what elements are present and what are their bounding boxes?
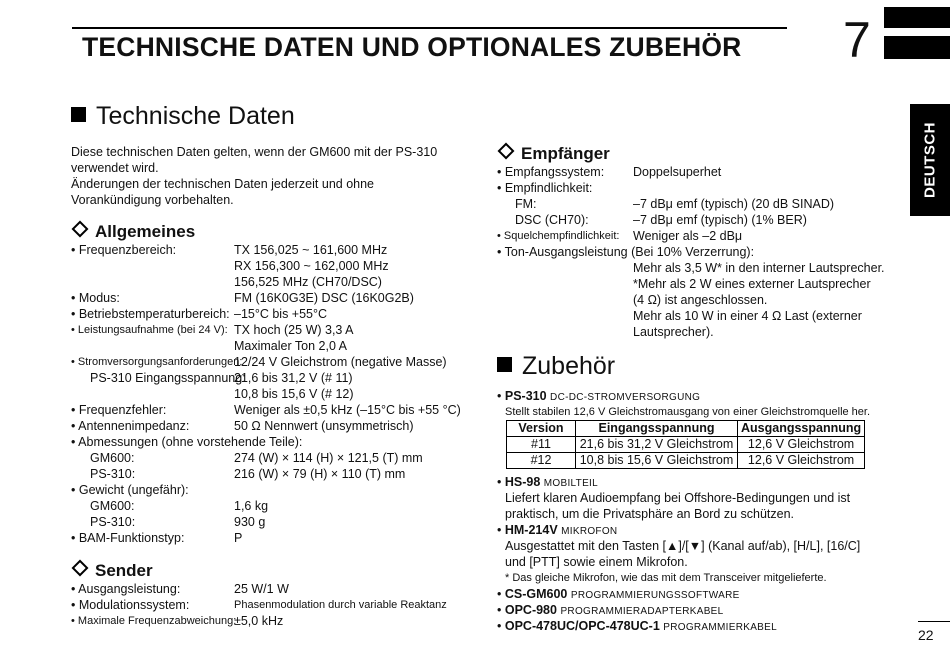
section-heading-text: Technische Daten: [96, 102, 295, 130]
spec-label: PS-310 Eingangsspannung:: [90, 371, 246, 385]
subheading-sender: [71, 561, 153, 581]
accessory-cs-gm600: • CS-GM600 PROGRAMMIERUNGSSOFTWARE: [497, 587, 740, 601]
accessory-description: praktisch, um die Privatsphäre an Bord zu schützen.: [505, 507, 795, 521]
section-heading-technische-daten: [71, 102, 295, 131]
spec-label: • Modus:: [71, 291, 120, 305]
spec-value: –7 dBμ emf (typisch) (1% BER): [633, 213, 807, 227]
page-title: TECHNISCHE DATEN UND OPTIONALES ZUBEHÖR: [82, 32, 742, 62]
spec-value: 1,6 kg: [234, 499, 269, 513]
language-tab: [910, 104, 950, 216]
table-cell: #11: [507, 437, 576, 453]
spec-value: 930 g: [234, 515, 266, 529]
accessory-hs98: • HS-98 MOBILTEIL: [497, 475, 598, 489]
spec-value: FM (16K0G3E) DSC (16K0G2B): [234, 291, 414, 305]
accessory-name: HS-98: [504, 475, 541, 489]
spec-value: TX 156,025 ~ 161,600 MHz: [234, 243, 388, 257]
spec-label: • Maximale Frequenzabweichung:: [71, 615, 237, 627]
spec-value: Weniger als –2 dBμ: [633, 229, 743, 243]
accessory-description: und [PTT] sowie einem Mikrofon.: [505, 555, 688, 569]
spec-label: GM600:: [90, 499, 135, 513]
spec-value: Lautsprecher).: [633, 325, 714, 339]
table-cell: 12,6 V Gleichstrom: [738, 437, 865, 453]
table-header: Version: [507, 421, 576, 437]
accessory-name: HM-214V: [504, 523, 558, 537]
ps310-voltage-table: [506, 420, 865, 469]
spec-label: • Squelchempfindlichkeit:: [497, 230, 620, 242]
subheading-empfaenger: [497, 144, 610, 164]
spec-value: 10,8 bis 15,6 V (# 12): [234, 387, 354, 401]
accessory-description: Stellt stabilen 12,6 V Gleichstromausgang von einer Gleichstromquelle her.: [505, 406, 871, 418]
spec-value: ±5,0 kHz: [234, 614, 284, 628]
accessory-name: OPC-478UC/OPC-478UC-1: [504, 619, 660, 633]
accessory-type: PROGRAMMIERKABEL: [663, 622, 777, 633]
spec-label: • Betriebstemperaturbereich:: [71, 307, 230, 321]
chapter-bar-top: [884, 7, 950, 28]
intro-line: Änderungen der technischen Daten jederzeit und ohne: [71, 177, 374, 191]
spec-label: DSC (CH70):: [515, 213, 589, 227]
spec-value: Doppelsuperhet: [633, 165, 722, 179]
spec-value: 156,525 MHz (CH70/DSC): [234, 275, 382, 289]
subheading-text: Empfänger: [521, 144, 610, 163]
accessory-name: PS-310: [504, 389, 547, 403]
accessory-type: MIKROFON: [561, 526, 618, 537]
spec-value: 21,6 bis 31,2 V (# 11): [234, 371, 353, 385]
square-bullet-icon: [71, 107, 86, 122]
page-number: 22: [918, 627, 934, 643]
spec-label: • Abmessungen (ohne vorstehende Teile):: [71, 435, 303, 449]
spec-label: • Antennenimpedanz:: [71, 419, 190, 433]
spec-label: • BAM-Funktionstyp:: [71, 531, 185, 545]
accessory-ps310: • PS-310 DC-DC-STROMVERSORGUNG: [497, 389, 701, 403]
accessory-description: Liefert klaren Audioempfang bei Offshore-Bedingungen und ist: [505, 491, 851, 505]
spec-label: • Modulationssystem:: [71, 598, 190, 612]
spec-label: • Gewicht (ungefähr):: [71, 483, 189, 497]
accessory-type: PROGRAMMIERUNGSSOFTWARE: [570, 590, 740, 601]
spec-value: Mehr als 10 W in einer 4 Ω Last (externer: [633, 309, 862, 323]
spec-value: –15°C bis +55°C: [234, 307, 328, 321]
diamond-bullet-icon: [498, 143, 515, 160]
spec-label: • Ton-Ausgangsleistung (Bei 10% Verzerrung):: [497, 245, 755, 259]
spec-label: • Stromversorgungsanforderungen:: [71, 356, 243, 368]
table-cell: #12: [507, 453, 576, 469]
section-heading-zubehoer: [497, 352, 615, 381]
accessory-name: CS-GM600: [504, 587, 568, 601]
subheading-allgemeines: [71, 222, 195, 242]
accessory-note: * Das gleiche Mikrofon, wie das mit dem Transceiver mitgelieferte.: [505, 572, 827, 584]
spec-value: P: [234, 531, 243, 545]
accessory-description: Ausgestattet mit den Tasten [▲]/[▼] (Kanal auf/ab), [H/L], [16/C]: [505, 539, 861, 553]
intro-line: verwendet wird.: [71, 161, 159, 175]
diamond-bullet-icon: [72, 221, 89, 238]
subheading-text: Sender: [95, 561, 153, 580]
spec-label: FM:: [515, 197, 537, 211]
header-rule: [72, 27, 787, 29]
accessory-type: MOBILTEIL: [543, 478, 598, 489]
spec-value: TX hoch (25 W) 3,3 A: [234, 323, 354, 337]
intro-line: Diese technischen Daten gelten, wenn der GM600 mit der PS-310: [71, 145, 438, 159]
diamond-bullet-icon: [72, 560, 89, 577]
table-header-row: [507, 421, 865, 437]
accessory-type: DC-DC-STROMVERSORGUNG: [550, 392, 701, 403]
spec-label: • Empfangssystem:: [497, 165, 605, 179]
accessory-hm214v: • HM-214V MIKROFON: [497, 523, 618, 537]
subheading-text: Allgemeines: [95, 222, 196, 241]
table-header: Ausgangsspannung: [738, 421, 865, 437]
chapter-bar-bottom: [884, 36, 950, 59]
table-header: Eingangsspannung: [576, 421, 738, 437]
spec-value: 274 (W) × 114 (H) × 121,5 (T) mm: [234, 451, 423, 465]
section-heading-text: Zubehör: [522, 352, 616, 380]
spec-label: PS-310:: [90, 467, 136, 481]
table-cell: 21,6 bis 31,2 V Gleichstrom: [576, 437, 738, 453]
spec-value: 216 (W) × 79 (H) × 110 (T) mm: [234, 467, 406, 481]
intro-line: Vorankündigung vorbehalten.: [71, 193, 234, 207]
table-row: [507, 437, 865, 453]
spec-value: 50 Ω Nennwert (unsymmetrisch): [234, 419, 414, 433]
square-bullet-icon: [497, 357, 512, 372]
table-cell: 12,6 V Gleichstrom: [738, 453, 865, 469]
accessory-opc478: • OPC-478UC/OPC-478UC-1 PROGRAMMIERKABEL: [497, 619, 777, 633]
spec-value: Weniger als ±0,5 kHz (–15°C bis +55 °C): [234, 403, 461, 417]
spec-value: –7 dBμ emf (typisch) (20 dB SINAD): [633, 197, 835, 211]
spec-value: Phasenmodulation durch variable Reaktanz: [234, 599, 447, 611]
language-tab-label: DEUTSCH: [921, 121, 939, 199]
spec-value: Mehr als 3,5 W* in den interner Lautsprecher.: [633, 261, 885, 275]
spec-value: Maximaler Ton 2,0 A: [234, 339, 348, 353]
spec-label: • Leistungsaufnahme (bei 24 V):: [71, 324, 228, 336]
spec-value: RX 156,300 ~ 162,000 MHz: [234, 259, 389, 273]
accessory-name: OPC-980: [504, 603, 557, 617]
spec-value: 12/24 V Gleichstrom (negative Masse): [234, 355, 447, 369]
spec-value: 25 W/1 W: [234, 582, 289, 596]
spec-value: (4 Ω) ist angeschlossen.: [633, 293, 768, 307]
spec-label: • Empfindlichkeit:: [497, 181, 593, 195]
spec-label: • Ausgangsleistung:: [71, 582, 181, 596]
accessory-opc980: • OPC-980 PROGRAMMIERADAPTERKABEL: [497, 603, 724, 617]
spec-label: • Frequenzfehler:: [71, 403, 167, 417]
spec-label: GM600:: [90, 451, 135, 465]
accessory-type: PROGRAMMIERADAPTERKABEL: [560, 606, 724, 617]
spec-label: PS-310:: [90, 515, 136, 529]
footer-rule: [918, 621, 950, 622]
table-row: [507, 453, 865, 469]
spec-value: *Mehr als 2 W eines externer Lautsprecher: [633, 277, 871, 291]
chapter-number: 7: [843, 12, 871, 68]
table-cell: 10,8 bis 15,6 V Gleichstrom: [576, 453, 738, 469]
spec-label: • Frequenzbereich:: [71, 243, 177, 257]
